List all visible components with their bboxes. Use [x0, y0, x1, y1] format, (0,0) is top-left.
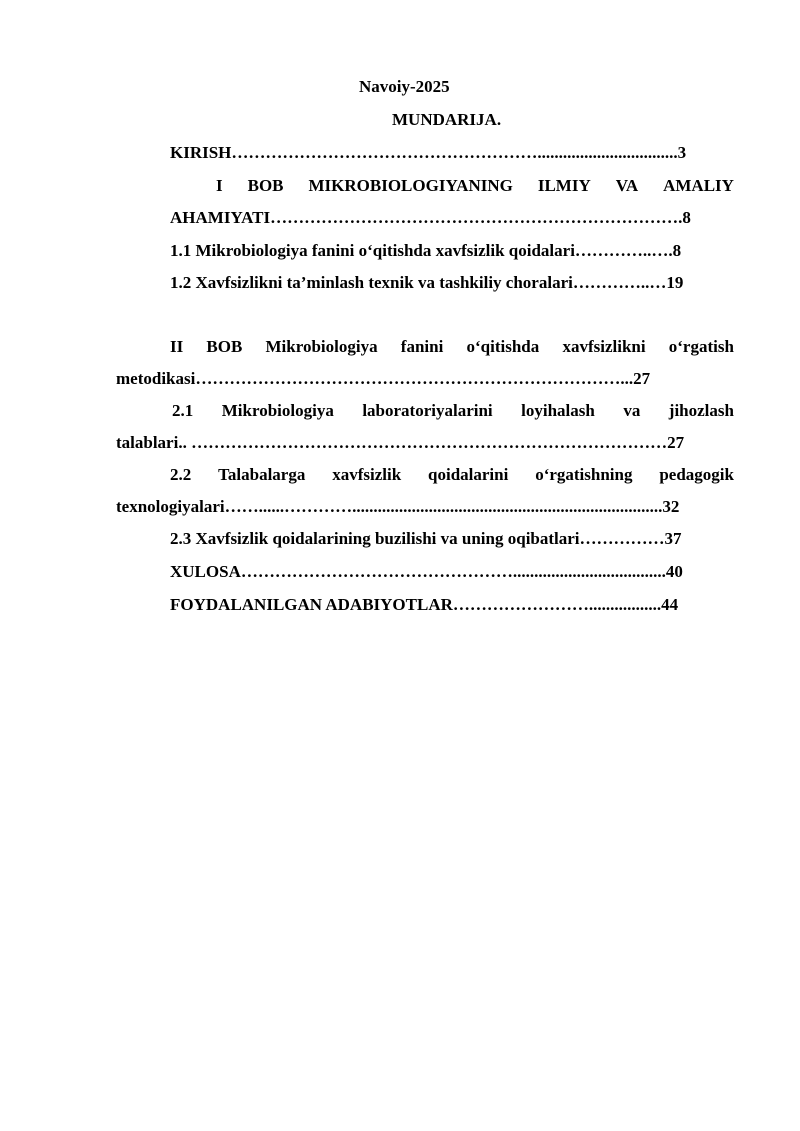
toc-entry-section-1-1: 1.1 Mikrobiologiya fanini o‘qitishda xavfsizlik qoidalari…………..….8	[170, 241, 682, 260]
toc-word: loyihalash	[521, 401, 595, 420]
toc-entry-kirish: KIRISH……………………………………………….................................3	[170, 143, 687, 162]
toc-word: Mikrobiologiya	[265, 337, 378, 356]
toc-word: I	[216, 176, 223, 195]
toc-word: VA	[615, 176, 639, 195]
toc-word: MIKROBIOLOGIYANING	[308, 176, 513, 195]
toc-entry-section-2-1-line2: talablari.. …………………………………………………………………………27	[116, 433, 685, 452]
toc-word: qoidalarini	[428, 465, 509, 484]
toc-entry-xulosa: XULOSA…………………………………………....................................40	[170, 562, 683, 581]
toc-word: BOB	[206, 337, 243, 356]
toc-word: ILMIY	[537, 176, 591, 195]
toc-word: 2.2	[170, 465, 192, 484]
toc-word: II	[170, 337, 184, 356]
toc-entry-chapter2-line2: metodikasi…………………………………………………………………...27	[116, 369, 651, 388]
toc-entry-chapter2-line1	[170, 336, 734, 358]
toc-word: va	[623, 401, 641, 420]
toc-entry-section-2-1-line1	[172, 400, 734, 422]
toc-word: 2.1	[172, 401, 194, 420]
toc-entry-chapter1-line2: AHAMIYATI……………………………………………………………….8	[170, 208, 691, 227]
toc-word: o‘qitishda	[466, 337, 540, 356]
toc-word: Talabalarga	[218, 465, 306, 484]
toc-word: fanini	[400, 337, 444, 356]
toc-word: o‘rgatish	[668, 337, 734, 356]
toc-entry-section-2-2-line1	[170, 464, 734, 486]
toc-entry-section-1-2: 1.2 Xavfsizlikni ta’minlash texnik va tashkiliy choralari…………..…19	[170, 273, 684, 292]
toc-word: BOB	[247, 176, 284, 195]
toc-word: jihozlash	[668, 401, 734, 420]
toc-entry-section-2-3: 2.3 Xavfsizlik qoidalarining buzilishi va uning oqibatlari……………37	[170, 529, 682, 548]
city-year: Navoiy-2025	[359, 77, 450, 96]
toc-word: AMALIY	[663, 176, 734, 195]
toc-word: xavfsizlik	[332, 465, 402, 484]
toc-word: xavfsizlikni	[562, 337, 646, 356]
toc-word: o‘rgatishning	[535, 465, 633, 484]
toc-entry-chapter1-line1	[216, 175, 734, 197]
toc-entry-section-2-2-line2: texnologiyalari……......………….........................................................................32	[116, 497, 680, 516]
toc-title: MUNDARIJA.	[392, 110, 502, 129]
toc-word: pedagogik	[659, 465, 734, 484]
toc-word: Mikrobiologiya	[221, 401, 334, 420]
toc-entry-adabiyotlar: FOYDALANILGAN ADABIYOTLAR…………………….................44	[170, 595, 679, 614]
toc-word: laboratoriyalarini	[362, 401, 493, 420]
